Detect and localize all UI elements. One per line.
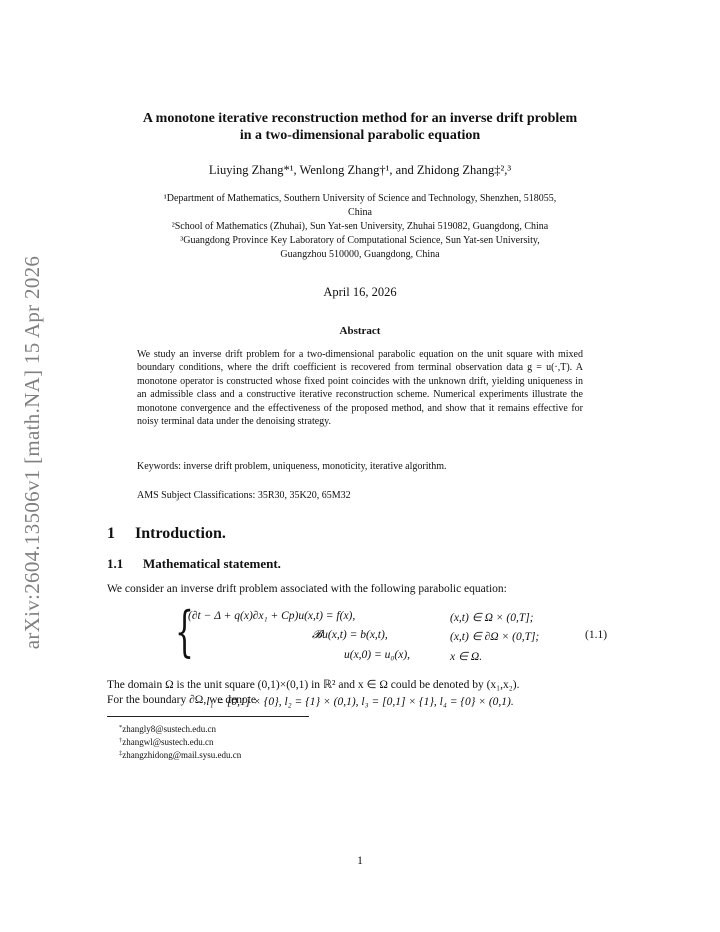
abstract-heading: Abstract: [339, 325, 381, 337]
arxiv-stamp-text: arXiv:2604.13506v1 [math.NA] 15 Apr 2026: [20, 255, 45, 649]
footnote-email: zhangzhidong@mail.sysu.edu.cn: [122, 750, 242, 760]
title-line-2: in a two-dimensional parabolic equation: [239, 128, 481, 143]
keywords: Keywords: inverse drift problem, uniqueness, monoticity, iterative algorithm.: [137, 461, 447, 472]
footnote: [119, 735, 214, 748]
equation-line: u(x,0) = u₀(x),: [344, 649, 411, 661]
footnote-rule: [107, 716, 309, 717]
section-title: Introduction.: [135, 525, 226, 542]
footnote-mark: *: [119, 724, 123, 731]
equation-system: [175, 600, 615, 668]
left-brace: {: [175, 600, 194, 663]
equation-line: (∂t − Δ + q(x)∂x₁ + Cp)u(x,t) = f(x),: [188, 610, 356, 622]
paragraph-line: For the boundary ∂Ω, we denote: [107, 694, 257, 706]
title-line-1: A monotone iterative reconstruction method for an inverse drift problem: [142, 111, 578, 126]
paper-date: April 16, 2026: [323, 285, 397, 299]
equation-line: 𝓑u(x,t) = b(x,t),: [312, 629, 388, 641]
equation-number: (1.1): [585, 629, 608, 641]
paragraph: We consider an inverse drift problem associated with the following parabolic equation:: [107, 583, 507, 595]
footnote-mark: ‡: [119, 750, 123, 757]
footnote: [119, 748, 241, 761]
affiliations: [100, 192, 620, 262]
affiliation-line: ¹Department of Mathematics, Southern University of Science and Technology, Shenzhen, 518055,: [163, 193, 557, 204]
author-list: Liuying Zhang*¹, Wenlong Zhang†¹, and Zhidong Zhang‡²,³: [208, 163, 512, 177]
section-number: 1: [107, 525, 115, 542]
footnote: [119, 722, 216, 735]
page-number: 1: [357, 855, 363, 867]
affiliation-line: China: [348, 207, 372, 218]
paper-title: [100, 110, 620, 144]
subsection-heading: [107, 556, 281, 572]
subsection-title: Mathematical statement.: [143, 556, 281, 571]
footnote-email: zhangwl@sustech.edu.cn: [122, 737, 214, 747]
section-heading: [107, 525, 226, 543]
equation-domain: (x,t) ∈ Ω × (0,T];: [450, 612, 534, 624]
paragraph-line: The domain Ω is the unit square (0,1)×(0,1) in ℝ² and x ∈ Ω could be denoted by (x₁,x₂).: [107, 679, 520, 691]
arxiv-stamp: [18, 244, 48, 660]
boundary-definition: l₁ = [0,1] × {0}, l₂ = {1} × (0,1), l₃ = [0,1] × {1}, l₄ = {0} × (0,1).: [206, 696, 514, 708]
ams-classification: AMS Subject Classifications: 35R30, 35K20, 65M32: [137, 490, 351, 501]
abstract-body: We study an inverse drift problem for a two-dimensional parabolic equation on the unit square with mixed boundary conditions, where the drift coefficient is recovered from terminal observation data g = u(·,T). A monotone operator is constructed whose fixed point coincides with the unknown drift, yielding uniqueness in an admissible class and a constructive iterative reconstruction scheme. Numerical experiments illustrate the monotone convergence and the effectiveness of the proposed method, and show that it remains effective for noisy terminal data under the denoising strategy.: [137, 349, 583, 428]
equation-domain: x ∈ Ω.: [450, 651, 483, 663]
affiliation-line: ³Guangdong Province Key Laboratory of Computational Science, Sun Yat-sen University,: [180, 235, 540, 246]
subsection-number: 1.1: [107, 556, 124, 571]
footnote-mark: †: [119, 737, 123, 744]
affiliation-line: ²School of Mathematics (Zhuhai), Sun Yat-sen University, Zhuhai 519082, Guangdong, China: [171, 221, 549, 232]
footnote-email: zhangly8@sustech.edu.cn: [122, 724, 217, 734]
equation-domain: (x,t) ∈ ∂Ω × (0,T];: [450, 631, 540, 643]
affiliation-line: Guangzhou 510000, Guangdong, China: [280, 249, 440, 260]
